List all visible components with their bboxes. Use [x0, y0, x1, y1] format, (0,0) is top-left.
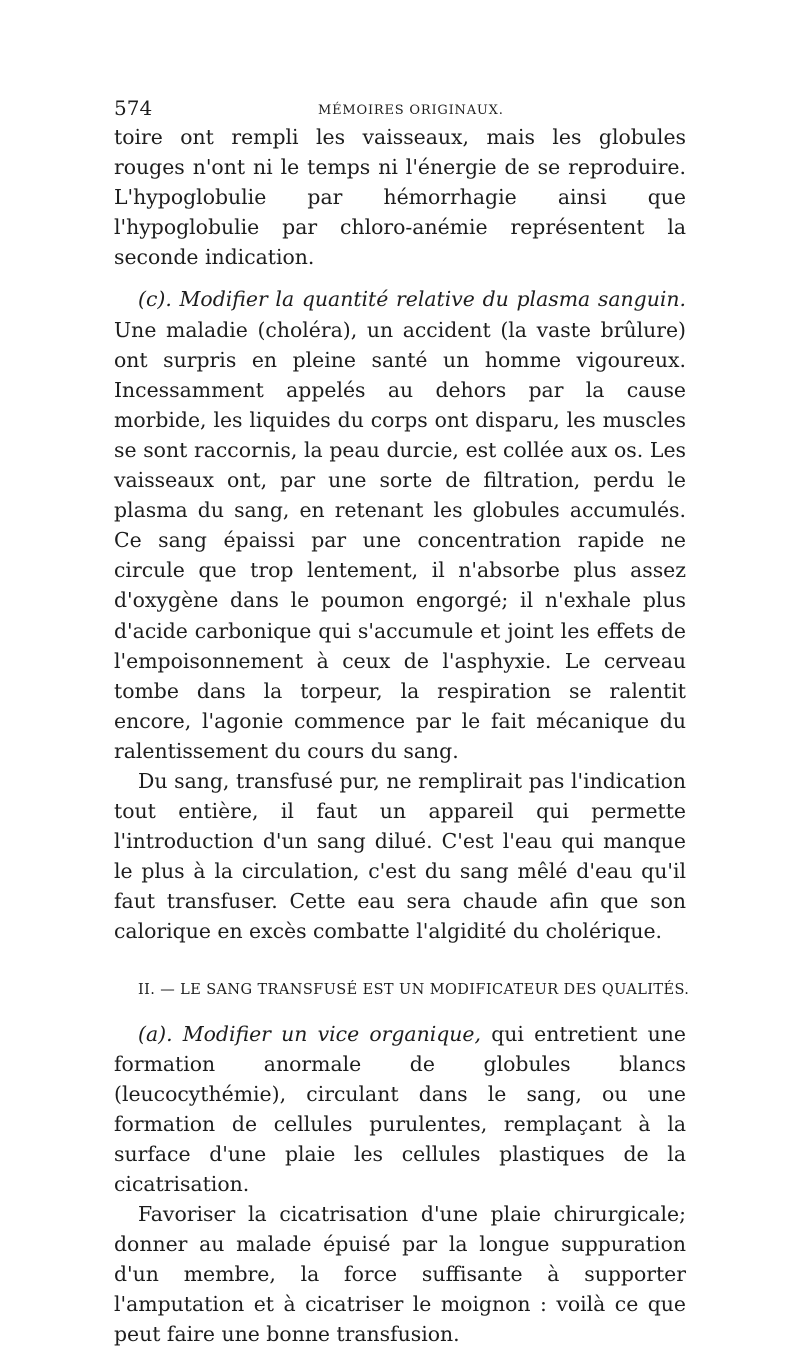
paragraph-plasma [114, 284, 686, 766]
page-number: 574 [114, 96, 153, 120]
paragraph-text: toire ont rempli les vaisseaux, mais les globules rouges n'ont ni le temps ni l'énergie de se reproduire. L'hypoglobulie par hémorrhagie ainsi que l'hypoglobulie par chloro-anémie représentent la seconde indication. [114, 125, 686, 270]
section-heading: II. — LE SANG TRANSFUSÉ EST UN MODIFICATEUR DES QUALITÉS. [138, 981, 690, 998]
paragraph-transfusion-diluted [114, 766, 686, 947]
running-head [114, 96, 686, 122]
paragraph-cicatrisation [114, 1199, 686, 1349]
paragraph-continuation [114, 122, 686, 272]
subsection-label: (a). Modifier un vice organique, [138, 1021, 481, 1046]
paragraph-text: Une maladie (choléra), un accident (la vaste brûlure) ont surpris en pleine santé un homme vigoureux. Incessamment appelés au dehors par la cause morbide, les liquides du corps ont disparu, les muscles se sont raccornis, la peau durcie, est collée aux os. Les vaisseaux ont, par une sorte de filtration, perdu le plasma du sang, en retenant les globules accumulés. Ce sang épaissi par une concentration rapide ne circule que trop lentement, il n'absorbe plus assez d'oxygène dans le poumon engorgé; il n'exhale plus d'acide carbonique qui s'accumule et joint les effets de l'empoisonnement à ceux de l'asphyxie. Le cerveau tombe dans la torpeur, la respiration se ralentit encore, l'agonie commence par le fait mécanique du ralentissement du cours du sang. [114, 317, 686, 763]
paragraph-text: qui entretient une formation anormale de globules blancs (leucocythémie), circulant dans le sang, ou une formation de cellules purulentes, remplaçant à la surface d'une plaie les cellules plastiques de la cicatrisation. [114, 1021, 686, 1196]
book-page [114, 96, 690, 1350]
paragraph-organic-vice [114, 1019, 686, 1200]
running-title: MÉMOIRES ORIGINAUX. [318, 103, 504, 118]
subsection-label: (c). Modifier la quantité relative du plasma sanguin. [138, 287, 686, 312]
paragraph-text: Du sang, transfusé pur, ne remplirait pas l'indication tout entière, il faut un appareil qui permette l'introduction d'un sang dilué. C'est l'eau qui manque le plus à la circulation, c'est du sang mêlé d'eau qu'il faut transfuser. Cette eau sera chaude afin que son calorique en excès combatte l'algidité du cholérique. [114, 768, 686, 944]
paragraph-text: Favoriser la cicatrisation d'une plaie chirurgicale; donner au malade épuisé par la longue suppuration d'un membre, la force suffisante à supporter l'amputation et à cicatriser le moignon : voilà ce que peut faire une bonne transfusion. [114, 1202, 686, 1347]
